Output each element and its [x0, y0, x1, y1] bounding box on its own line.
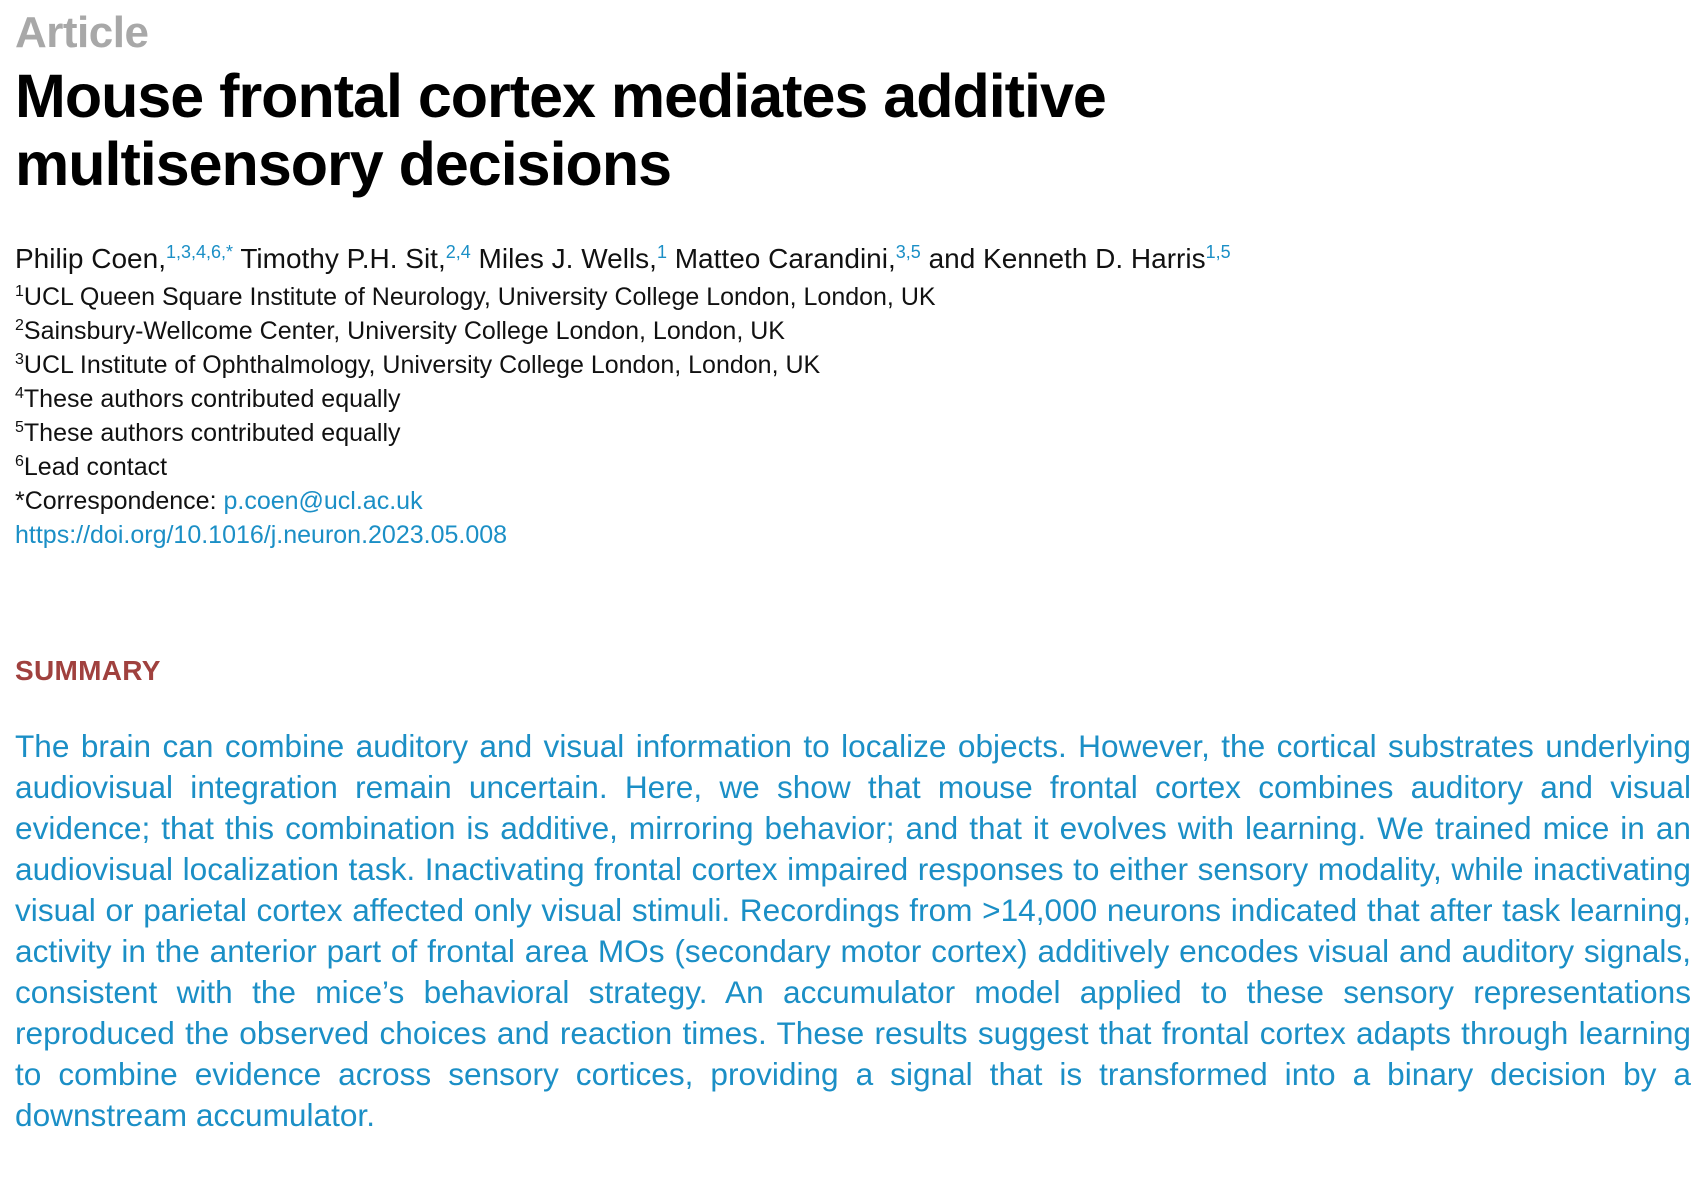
affiliation-text: UCL Queen Square Institute of Neurology, University College London, London, UK	[23, 283, 936, 311]
correspondence-label: *Correspondence:	[15, 487, 224, 515]
summary-paragraph: The brain can combine auditory and visual information to localize objects. However, the cortical substrates underlying audiovisual integration remain uncertain. Here, we show that mouse frontal cortex combines auditory and visual evidence; that this combination is additive, mirroring behavior; and that it evolves with learning. We trained mice in an audiovisual localization task. Inactivating frontal cortex impaired responses to either sensory modality, while inactivating visual or parietal cortex affected only visual stimuli. Recordings from >14,000 neurons indicated that after task learning, activity in the anterior part of frontal area MOs (secondary motor cortex) additively encodes visual and auditory signals, consistent with the mice’s behavioral strategy. An accumulator model applied to these sensory representations reproduced the observed choices and reaction times. These results suggest that frontal cortex adapts through learning to combine evidence across sensory cortices, providing a signal that is transformed into a binary decision by a downstream accumulator.	[15, 728, 1691, 1133]
author-affiliation-marks[interactable]: 3,5	[895, 242, 921, 262]
author-name: Philip Coen,	[15, 243, 166, 274]
author-list	[15, 242, 1231, 276]
article-title-line-2: multisensory decisions	[15, 130, 671, 198]
affiliation-text: UCL Institute of Ophthalmology, University College London, London, UK	[23, 351, 821, 379]
article-type-label: Article	[15, 8, 149, 57]
doi-link[interactable]: https://doi.org/10.1016/j.neuron.2023.05.008	[15, 521, 508, 549]
affiliation-item	[15, 416, 936, 450]
affiliation-list	[15, 280, 936, 518]
article-title	[15, 62, 1415, 198]
affiliation-text: Sainsbury-Wellcome Center, University College London, London, UK	[23, 317, 785, 345]
affiliation-item	[15, 280, 936, 314]
author-name: Miles J. Wells,	[478, 243, 657, 274]
author-name: Matteo Carandini,	[674, 243, 896, 274]
author-name: and Kenneth D. Harris	[928, 243, 1206, 274]
summary-heading: SUMMARY	[15, 655, 161, 686]
affiliation-mark: 1	[15, 283, 24, 300]
affiliation-mark: 5	[15, 419, 24, 436]
affiliation-item	[15, 348, 936, 382]
author-name: Timothy P.H. Sit,	[240, 243, 446, 274]
correspondence-line	[15, 484, 936, 518]
affiliation-mark: 4	[15, 385, 24, 402]
affiliation-mark: 3	[15, 351, 24, 368]
author-affiliation-marks[interactable]: 2,4	[445, 242, 471, 262]
affiliation-item	[15, 450, 936, 484]
affiliation-item	[15, 382, 936, 416]
article-title-line-1: Mouse frontal cortex mediates additive	[15, 62, 1106, 130]
affiliation-text: These authors contributed equally	[23, 419, 401, 447]
correspondence-email-link[interactable]: p.coen@ucl.ac.uk	[223, 487, 423, 515]
affiliation-mark: 2	[15, 317, 24, 334]
affiliation-mark: 6	[15, 453, 24, 470]
author-affiliation-marks[interactable]: 1,3,4,6,*	[165, 242, 234, 262]
author-affiliation-marks[interactable]: 1,5	[1205, 242, 1231, 262]
affiliation-text: These authors contributed equally	[23, 385, 401, 413]
affiliation-item	[15, 314, 936, 348]
affiliation-text: Lead contact	[23, 453, 168, 481]
author-affiliation-marks[interactable]: 1	[656, 242, 667, 262]
